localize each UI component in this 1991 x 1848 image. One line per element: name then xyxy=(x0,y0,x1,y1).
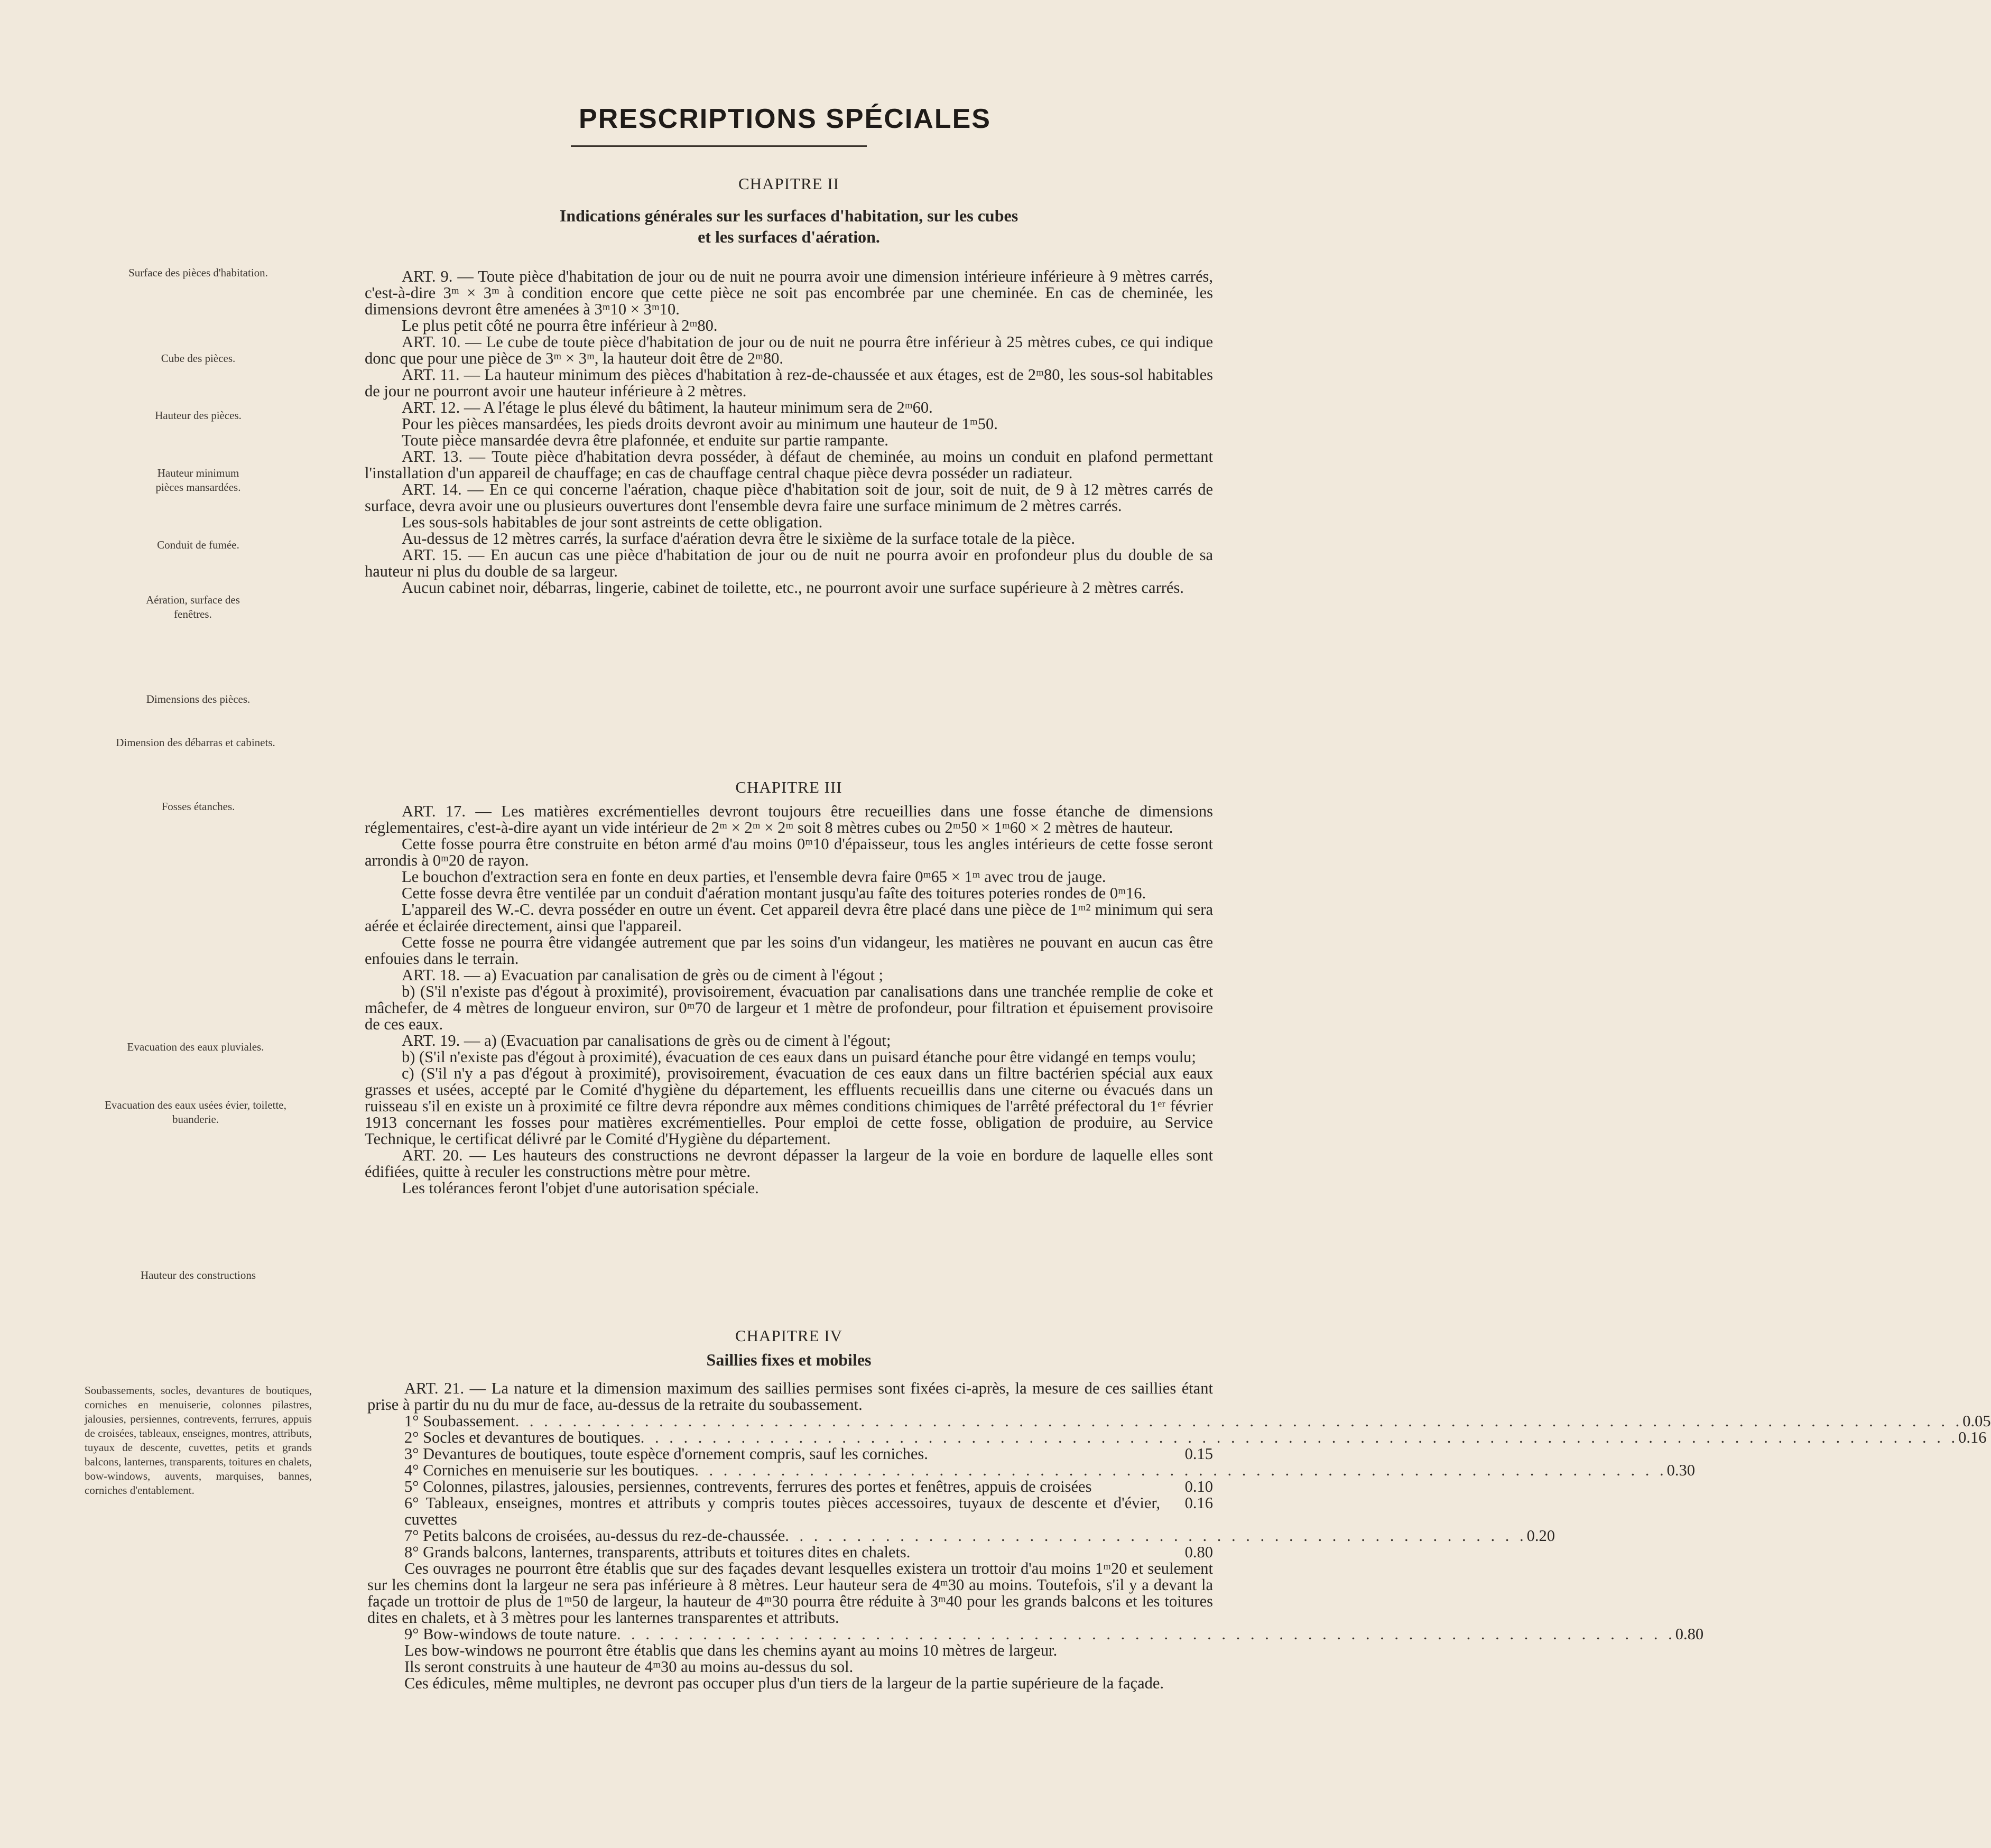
chapitre-3-body xyxy=(365,803,1213,1196)
margin-note-fosses: Fosses étanches. xyxy=(161,800,235,813)
chapitre-2-heading: CHAPITRE II xyxy=(738,174,839,193)
article-11: ART. 11. — La hauteur minimum des pièces d'habitation à rez-de-chaussée et aux étages, est de 2ᵐ80, les sous-sol habitables de jour ne pourront avoir une hauteur inférieure à 2 mètres. xyxy=(365,366,1213,400)
margin-note-eaux-usees: Evacuation des eaux usées évier, toilette, buanderie. xyxy=(105,1099,286,1126)
saillie-item: 2° Socles et devantures de boutiques . . . . . . . . . . . . . . . . . . . . . . . . . . . . . . . . . . . . . . . . . . . . . . . . . . . . . . . . . . . . . . . . . . . . . . . . . . . . . . . . . . . . . . . . . . . . 0.16 xyxy=(404,1428,1987,1446)
article-12: ART. 12. — A l'étage le plus élevé du bâtiment, la hauteur minimum sera de 2ᵐ60. xyxy=(402,398,933,416)
saillie-item: 5° Colonnes, pilastres, jalousies, persiennes, contrevents, ferrures des portes et fenêtres, appuis de croisées 0.10 xyxy=(404,1478,1213,1496)
paragraph: Les sous-sols habitables de jour sont astreints de cette obligation. xyxy=(402,513,823,531)
page-title: PRESCRIPTIONS SPÉCIALES xyxy=(579,104,991,134)
margin-note-mansardees: Hauteur minimum pièces mansardées. xyxy=(155,467,241,494)
saillie-item: 1° Soubassement . . . . . . . . . . . . . . . . . . . . . . . . . . . . . . . . . . . . . . . . . . . . . . . . . . . . . . . . . . . . . . . . . . . . . . . . . . . . . . . . . . . . . . . . . . . . . . . . . . . . . 0.05 xyxy=(404,1412,1991,1430)
article-15: ART. 15. — En aucun cas une pièce d'habitation de jour ou de nuit ne pourra avoir en profondeur plus du double de sa hauteur ni plus du double de sa largeur. xyxy=(365,546,1213,580)
chapitre-2-subtitle-line2: et les surfaces d'aération. xyxy=(698,227,880,246)
saillie-item: 6° Tableaux, enseignes, montres et attributs y compris toutes pièces accessoires, tuyaux de descente et d'évier, cuvettes 0.16 xyxy=(404,1494,1213,1528)
article-21: ART. 21. — La nature et la dimension maximum des saillies permises sont fixées ci-après, la mesure de ces saillies étant prise à partir du nu du mur de face, au-dessus de la retraite du soubassement. xyxy=(367,1379,1213,1414)
article-19: ART. 19. — a) (Evacuation par canalisations de grès ou de ciment à l'égout; xyxy=(402,1032,891,1050)
article-20: ART. 20. — Les hauteurs des constructions ne devront dépasser la largeur de la voie en bordure de laquelle elles sont édifiées, quitte à reculer les constructions mètre pour mètre. xyxy=(365,1146,1213,1181)
chapitre-2-subtitle-line1: Indications générales sur les surfaces d'habitation, sur les cubes xyxy=(559,206,1018,225)
paragraph: Le plus petit côté ne pourra être inférieur à 2ᵐ80. xyxy=(402,317,718,335)
paragraph: Les tolérances feront l'objet d'une autorisation spéciale. xyxy=(402,1179,759,1197)
margin-note-surface: Surface des pièces d'habitation. xyxy=(128,266,268,279)
article-9: ART. 9. — Toute pièce d'habitation de jour ou de nuit ne pourra avoir une dimension intérieure inférieure à 9 mètres carrés, c'est-à-dire 3ᵐ × 3ᵐ à condition encore que cette pièce ne soit pas encombrée par une cheminée. En cas de cheminée, les dimensions devront être amenées à 3ᵐ10 × 3ᵐ10. xyxy=(365,267,1213,318)
paragraph: Les bow-windows ne pourront être établis que dans les chemins ayant au moins 10 mètres de largeur. xyxy=(404,1641,1058,1659)
paragraph: Cette fosse ne pourra être vidangée autrement que par les soins d'un vidangeur, les matières ne pouvant en aucun cas être enfouies dans le terrain. xyxy=(365,933,1213,968)
margin-note-aeration: Aération, surface des fenêtres. xyxy=(146,593,240,620)
saillie-item: 8° Grands balcons, lanternes, transparents, attributs et toitures dites en chalets. 0.80 xyxy=(404,1543,1213,1561)
dot-leader: . . . . . . . . . . . . . . . . . . . . . . . . . . . . . . . . . . . . . . . . . . . . . . . . . . . . xyxy=(785,1527,1527,1545)
article-13: ART. 13. — Toute pièce d'habitation devra posséder, à défaut de cheminée, au moins un conduit en plafond permettant l'installation d'un appareil de chauffage; en cas de chauffage central chaque pièce devra posséder un radiateur. xyxy=(365,448,1213,482)
dot-leader: . . . . . . . . . . . . . . . . . . . . . . . . . . . . . . . . . . . . . . . . . . . . . . . . . . . . . . . . . . . . . . . . . . . . . . . . . . . . . . . . . . . . . . . . . . . . xyxy=(640,1428,1959,1446)
margin-note-eaux-pluviales: Evacuation des eaux pluviales. xyxy=(127,1041,264,1053)
dot-leader: . . . . . . . . . . . . . . . . . . . . . . . . . . . . . . . . . . . . . . . . . . . . . . . . . . . . . . . . . . . . . . . . . . . . xyxy=(694,1461,1667,1479)
dot-leader: . . . . . . . . . . . . . . . . . . . . . . . . . . . . . . . . . . . . . . . . . . . . . . . . . . . . . . . . . . . . . . . . . . . . . . . . . . xyxy=(616,1625,1675,1643)
paragraph: Toute pièce mansardée devra être plafonnée, et enduite sur partie rampante. xyxy=(402,431,888,449)
paragraph: c) (S'il n'y a pas d'égout à proximité), provisoirement, évacuation de ces eaux dans un filtre bactérien spécial aux eaux grasses et usées, accepté par le Comité d'hygiène du département, les effluents recueillis dans une citerne ou évacués dans un ruisseau s'il en existe un à proximité ce filtre devra répondre aux mêmes conditions chimiques de l'arrêté préfectoral du 1ᵉʳ février 1913 concernant les fosses pour matières excrémentielles. Pour emploi de cette fosse, obligation de produire, au Service Technique, le certificat délivré par le Comité d'Hygiène du département. xyxy=(365,1064,1213,1148)
paragraph: L'appareil des W.-C. devra posséder en outre un évent. Cet appareil devra être placé dans une pièce de 1ᵐ² minimum qui sera aérée et éclairée directement, ainsi que l'appareil. xyxy=(365,900,1213,935)
paragraph: Cette fosse pourra être construite en béton armé d'au moins 0ᵐ10 d'épaisseur, tous les angles intérieurs de cette fosse seront arrondis à 0ᵐ20 de rayon. xyxy=(365,835,1213,869)
paragraph: Au-dessus de 12 mètres carrés, la surface d'aération devra être le sixième de la surface totale de la pièce. xyxy=(402,530,1076,547)
chapitre-4-subtitle: Saillies fixes et mobiles xyxy=(706,1350,872,1369)
margin-note-conduit: Conduit de fumée. xyxy=(157,538,239,551)
title-underline xyxy=(571,145,867,147)
saillie-item: 3° Devantures de boutiques, toute espèce d'ornement compris, sauf les corniches. 0.15 xyxy=(404,1445,1213,1463)
chapitre-2-body xyxy=(365,268,1213,596)
chapitre-4-heading: CHAPITRE IV xyxy=(735,1326,843,1345)
chapitre-4-body xyxy=(367,1379,1991,1692)
paragraph: Ces ouvrages ne pourront être établis que sur des façades devant lesquelles existera un trottoir d'au moins 1ᵐ20 et seulement sur les chemins dont la largeur ne sera pas inférieure à 8 mètres. Leur hauteur sera de 4ᵐ30 au moins. Toutefois, s'il y a devant la façade un trottoir de plus de 1ᵐ50 de largeur, la hauteur de 4ᵐ30 pourra être réduite à 3ᵐ40 pour les grands balcons et les toitures dites en chalets, et à 3 mètres pour les lanternes transparentes et attributs. xyxy=(367,1559,1213,1627)
paragraph: Le bouchon d'extraction sera en fonte en deux parties, et l'ensemble devra faire 0ᵐ65 × 1ᵐ avec trou de jauge. xyxy=(402,868,1106,886)
margin-note-saillies: Soubassements, socles, devantures de boutiques, corniches en menuiserie, colonnes pilastres, jalousies, persiennes, contrevents, ferrures, appuis de croisées, tableaux, enseignes, montres, attributs, tuyaux de descente, cuvettes, petits et grands balcons, lanternes, transparents, toitures en chalets, bow-windows, auvents, marquises, bannes, corniches d'entablement. xyxy=(85,1384,312,1497)
article-18: ART. 18. — a) Evacuation par canalisation de grès ou de ciment à l'égout ; xyxy=(402,966,884,984)
chapitre-2-subtitle xyxy=(365,205,1213,247)
paragraph: Pour les pièces mansardées, les pieds droits devront avoir au minimum une hauteur de 1ᵐ50. xyxy=(402,415,998,433)
article-14: ART. 14. — En ce qui concerne l'aération, chaque pièce d'habitation soit de jour, soit de nuit, de 9 à 12 mètres carrés de surface, devra avoir une ou plusieurs ouvertures dont l'ensemble devra faire une surface minimum de 2 mètres carrés. xyxy=(365,480,1213,515)
margin-note-debarras: Dimension des débarras et cabinets. xyxy=(116,736,275,749)
article-17: ART. 17. — Les matières excrémentielles devront toujours être recueillies dans une fosse étanche de dimensions réglementaires, c'est-à-dire ayant un vide intérieur de 2ᵐ × 2ᵐ × 2ᵐ soit 8 mètres cubes ou 2ᵐ50 × 1ᵐ60 × 2 mètres de hauteur. xyxy=(365,802,1213,837)
paragraph: Aucun cabinet noir, débarras, lingerie, cabinet de toilette, etc., ne pourront avoir une surface supérieure à 2 mètres carrés. xyxy=(402,579,1184,597)
saillie-item: 9° Bow-windows de toute nature . . . . . . . . . . . . . . . . . . . . . . . . . . . . . . . . . . . . . . . . . . . . . . . . . . . . . . . . . . . . . . . . . . . . . . . . . . 0.80 xyxy=(404,1625,1704,1643)
margin-note-dimensions: Dimensions des pièces. xyxy=(146,693,251,705)
paragraph: Ils seront construits à une hauteur de 4ᵐ30 au moins au-dessus du sol. xyxy=(404,1658,854,1676)
saillie-item: 7° Petits balcons de croisées, au-dessus du rez-de-chaussée . . . . . . . . . . . . . . . . . . . . . . . . . . . . . . . . . . . . . . . . . . . . . . . . . . . . 0.20 xyxy=(404,1527,1555,1545)
paragraph: Ces édicules, même multiples, ne devront pas occuper plus d'un tiers de la largeur de la partie supérieure de la façade. xyxy=(404,1674,1164,1692)
saillie-item: 4° Corniches en menuiserie sur les boutiques . . . . . . . . . . . . . . . . . . . . . . . . . . . . . . . . . . . . . . . . . . . . . . . . . . . . . . . . . . . . . . . . . . . . 0.30 xyxy=(404,1461,1695,1479)
chapitre-3-heading: CHAPITRE III xyxy=(735,778,842,796)
margin-note-hauteur-constructions: Hauteur des constructions xyxy=(140,1269,256,1281)
paragraph: Cette fosse devra être ventilée par un conduit d'aération montant jusqu'au faîte des toitures poteries rondes de 0ᵐ16. xyxy=(402,884,1146,902)
paragraph: b) (S'il n'existe pas d'égout à proximité), évacuation de ces eaux dans un puisard étanche pour être vidangé en temps voulu; xyxy=(402,1048,1196,1066)
margin-note-hauteur: Hauteur des pièces. xyxy=(155,409,242,422)
dot-leader: . . . . . . . . . . . . . . . . . . . . . . . . . . . . . . . . . . . . . . . . . . . . . . . . . . . . . . . . . . . . . . . . . . . . . . . . . . . . . . . . . . . . . . . . . . . . . . . . . . . . . xyxy=(515,1412,1963,1430)
article-10: ART. 10. — Le cube de toute pièce d'habitation de jour ou de nuit ne pourra être inférieur à 25 mètres cubes, ce qui indique donc que pour une pièce de 3ᵐ × 3ᵐ, la hauteur doit être de 2ᵐ80. xyxy=(365,333,1213,367)
paragraph: b) (S'il n'existe pas d'égout à proximité), provisoirement, évacuation par canalisations dans une tranchée remplie de coke et mâchefer, de 4 mètres de longueur environ, sur 0ᵐ70 de largeur et 1 mètre de profondeur, pour filtration et épuisement provisoire de ces eaux. xyxy=(365,982,1213,1033)
margin-note-cube: Cube des pièces. xyxy=(161,352,236,365)
